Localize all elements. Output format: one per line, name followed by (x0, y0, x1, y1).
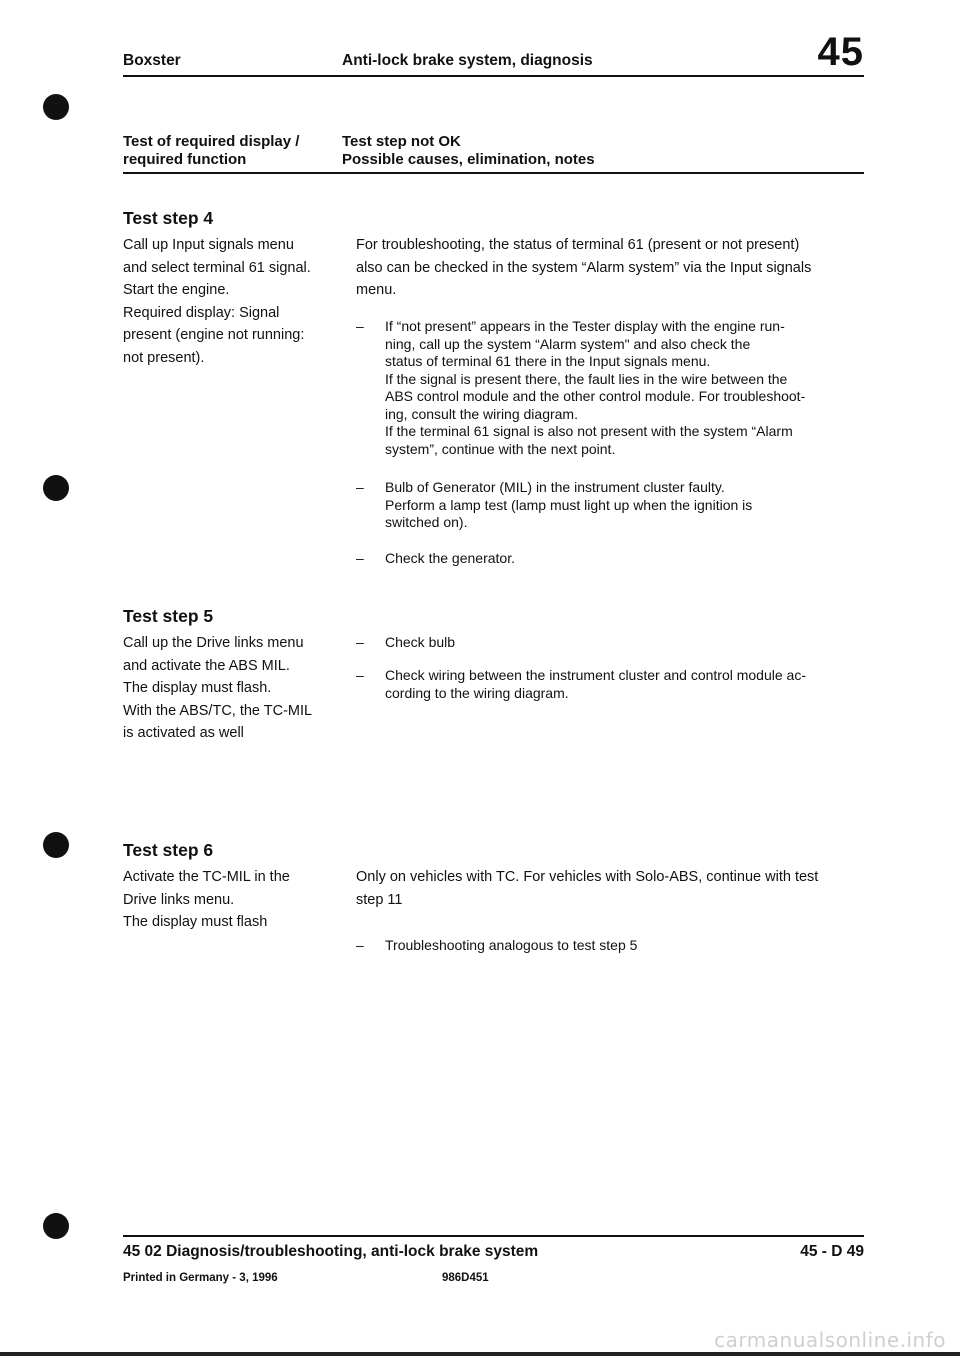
binder-hole (43, 94, 69, 120)
test-step-5-title: Test step 5 (123, 606, 214, 626)
footer-rule (123, 1235, 864, 1237)
test-step-5-instructions: Call up the Drive links menu and activate the ABS MIL. The display must flash. With the ABS/TC, the TC-MIL is activated as well (123, 635, 313, 741)
binder-hole (43, 1213, 69, 1239)
header-rule (123, 75, 864, 77)
test-step-4-instructions: Call up Input signals menu and select terminal 61 signal. Start the engine. Required display: Signal present (engine not running: not present). (123, 237, 311, 366)
chapter-number: 45 (817, 30, 864, 74)
footer-code: 986D451 (442, 1272, 489, 1284)
test-step-4-title: Test step 4 (123, 208, 214, 228)
test-step-6-intro: Only on vehicles with TC. For vehicles with Solo-ABS, continue with test step 11 (356, 869, 819, 908)
binder-hole (43, 832, 69, 858)
header-model: Boxster (123, 52, 181, 69)
scan-edge-bar (0, 1352, 960, 1356)
test-step-6-title: Test step 6 (123, 840, 214, 860)
test-step-6-instructions: Activate the TC-MIL in the Drive links menu. The display must flash (123, 869, 290, 930)
binder-hole (43, 475, 69, 501)
column-heading-right: Test step not OK Possible causes, elimination, notes (342, 133, 595, 168)
footer-printed: Printed in Germany - 3, 1996 (123, 1272, 278, 1284)
test-step-4-intro: For troubleshooting, the status of terminal 61 (present or not present) also can be checked in the system “Alarm system” via the Input signals menu. (356, 237, 812, 298)
footer-title: 45 02 Diagnosis/troubleshooting, anti-lock brake system (123, 1243, 539, 1260)
column-heading-left: Test of required display / required function (123, 133, 300, 168)
column-rule (123, 172, 864, 174)
watermark: carmanualsonline.info (714, 1328, 946, 1352)
header-section-title: Anti-lock brake system, diagnosis (342, 52, 593, 69)
footer-page-number: 45 - D 49 (800, 1243, 864, 1260)
